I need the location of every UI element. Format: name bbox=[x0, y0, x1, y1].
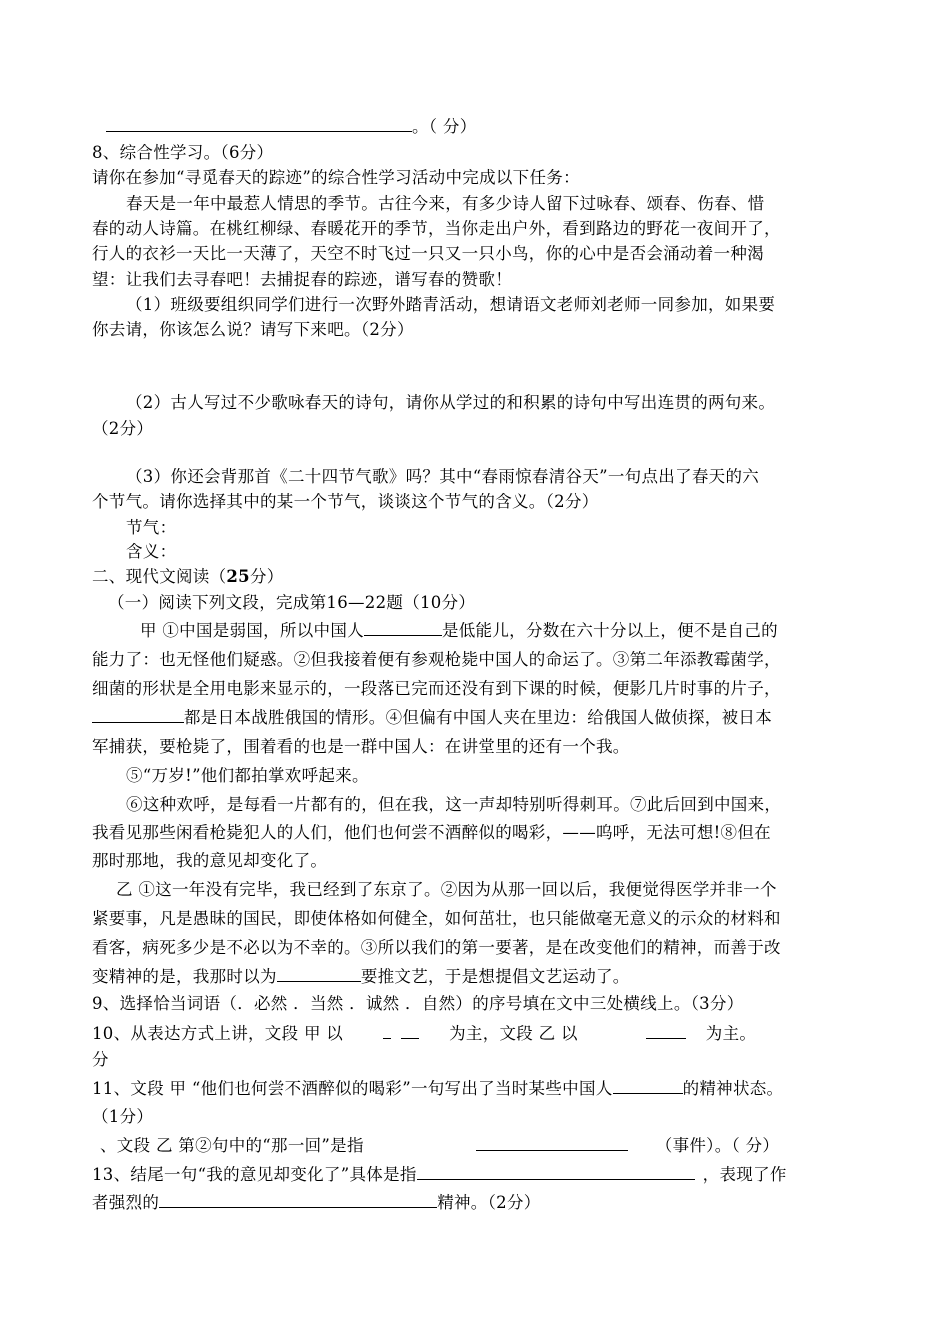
passage-jia-line: 军捕获，要枪毙了，围着看的也是一群中国人：在讲堂里的还有一个我。 bbox=[92, 737, 630, 756]
passage-blank-2 bbox=[92, 708, 184, 723]
reading-1-heading: （一）阅读下列文段，完成第16—22题（10分） bbox=[108, 593, 476, 612]
passage-jia-line: ⑥这种欢呼，是每看一片都有的，但在我，这一声却特别听得刺耳。⑦此后回到中国来， bbox=[126, 795, 782, 814]
passage-jia-line: 都是日本战胜俄国的情形。④但偏有中国人夹在里边：给俄国人做侦探，被日本 bbox=[92, 707, 772, 729]
passage-yi-line: 变精神的是，我那时以为 要推文艺，于是想提倡文艺运动了。 bbox=[92, 967, 630, 986]
solar-term-label: 节气： bbox=[126, 518, 177, 537]
answer-blank bbox=[159, 1193, 437, 1208]
question-8-title: 8、综合性学习。（6分） bbox=[92, 143, 274, 162]
question-9: 9、选择恰当词语（．必然 ．当然 ．诚然 ．自然）的序号填在文中三处横线上。（3分） bbox=[92, 994, 744, 1013]
passage-jia-line: 甲 ①中国是弱国，所以中国人 是低能儿，分数在六十分以上，便不是自己的 bbox=[140, 621, 778, 640]
passage-jia-line: 那时那地，我的意见却变化了。 bbox=[92, 851, 328, 870]
passage-jia-line: 能力了：也无怪他们疑惑。②但我接着便有参观枪毙中国人的命运了。③第二年添教霉菌学， bbox=[92, 650, 781, 669]
passage-jia-line: 我看见那些闲看枪毙犯人的人们，他们也何尝不酒醉似的喝彩，——呜呼，无法可想!⑧但在 bbox=[92, 823, 771, 842]
question-11-score: （1分） bbox=[92, 1107, 154, 1126]
passage-jia-line: 细菌的形状是全用电影来显示的，一段落已完而还没有到下课的时候，便影几片时事的片子， bbox=[92, 679, 781, 698]
answer-blank bbox=[646, 1024, 686, 1039]
question-13: 13、结尾一句“我的意见却变化了”具体是指 ，表现了作 bbox=[92, 1165, 787, 1184]
answer-blank bbox=[106, 117, 412, 132]
subquestion-3: （3）你还会背那首《二十四节气歌》吗？其中“春雨惊春清谷天”一句点出了春天的六 bbox=[126, 467, 760, 486]
score-note: 分 bbox=[92, 1050, 109, 1069]
subquestion-2-cont: （2分） bbox=[92, 419, 154, 438]
passage-jia-line: ⑤“万岁!”他们都拍掌欢呼起来。 bbox=[126, 766, 369, 785]
answer-blank bbox=[613, 1079, 683, 1094]
passage-yi-line: 紧要事，凡是愚昧的国民，即使体格如何健全，如何茁壮，也只能做毫无意义的示众的材料和 bbox=[92, 909, 781, 928]
spring-passage-line: 望：让我们去寻春吧！去捕捉春的踪迹，谱写春的赞歌！ bbox=[92, 270, 512, 289]
answer-blank bbox=[401, 1024, 419, 1039]
subquestion-1: （1）班级要组织同学们进行一次野外踏青活动，想请语文老师刘老师一同参加，如果要 bbox=[126, 295, 776, 314]
section-2-heading: 二、现代文阅读（25分） bbox=[92, 567, 284, 586]
passage-blank-1 bbox=[364, 621, 442, 636]
answer-line-7 bbox=[106, 116, 477, 138]
score-note: 。（ 分） bbox=[412, 117, 477, 136]
subquestion-3-cont: 个节气。请你选择其中的某一个节气，谈谈这个节气的含义。（2分） bbox=[92, 492, 599, 511]
answer-blank bbox=[383, 1024, 391, 1039]
passage-yi-line: 乙 ①这一年没有完毕，我已经到了东京了。②因为从那一回以后，我便觉得医学并非一个 bbox=[116, 880, 777, 899]
spring-passage-line: 行人的衣衫一天比一天薄了，天空不时飞过一只又一只小鸟，你的心中是否会涌动着一种渴 bbox=[92, 244, 764, 263]
spring-passage-line: 春的动人诗篇。在桃红柳绿、春暖花开的季节，当你走出户外，看到路边的野花一夜间开了， bbox=[92, 219, 781, 238]
spring-passage-line: 春天是一年中最惹人情思的季节。古往今来，有多少诗人留下过咏春、颂春、伤春、惜 bbox=[126, 194, 765, 213]
passage-blank-3 bbox=[277, 967, 361, 982]
question-8-intro: 请你在参加“寻觅春天的踪迹”的综合性学习活动中完成以下任务： bbox=[92, 168, 580, 187]
subquestion-1-cont: 你去请，你该怎么说？请写下来吧。（2分） bbox=[92, 320, 414, 339]
question-12: 、文段 乙 第②句中的“那一回”是指 （事件）。（ 分） bbox=[100, 1136, 780, 1155]
question-13-cont: 者强烈的 精神。（2分） bbox=[92, 1193, 541, 1212]
answer-blank bbox=[417, 1165, 695, 1180]
question-10: 10、从表达方式上讲，文段 甲 以 为主，文段 乙 以 为主。 bbox=[92, 1024, 757, 1043]
passage-yi-line: 看客，病死多少是不必以为不幸的。③所以我们的第一要著，是在改变他们的精神，而善于改 bbox=[92, 938, 781, 957]
answer-blank bbox=[476, 1136, 628, 1151]
meaning-label: 含义： bbox=[126, 542, 177, 561]
subquestion-2: （2）古人写过不少歌咏春天的诗句，请你从学过的和积累的诗句中写出连贯的两句来。 bbox=[126, 393, 776, 412]
question-11: 11、文段 甲 “他们也何尝不酒醉似的喝彩”一句写出了当时某些中国人 的精神状态。 bbox=[92, 1079, 784, 1098]
